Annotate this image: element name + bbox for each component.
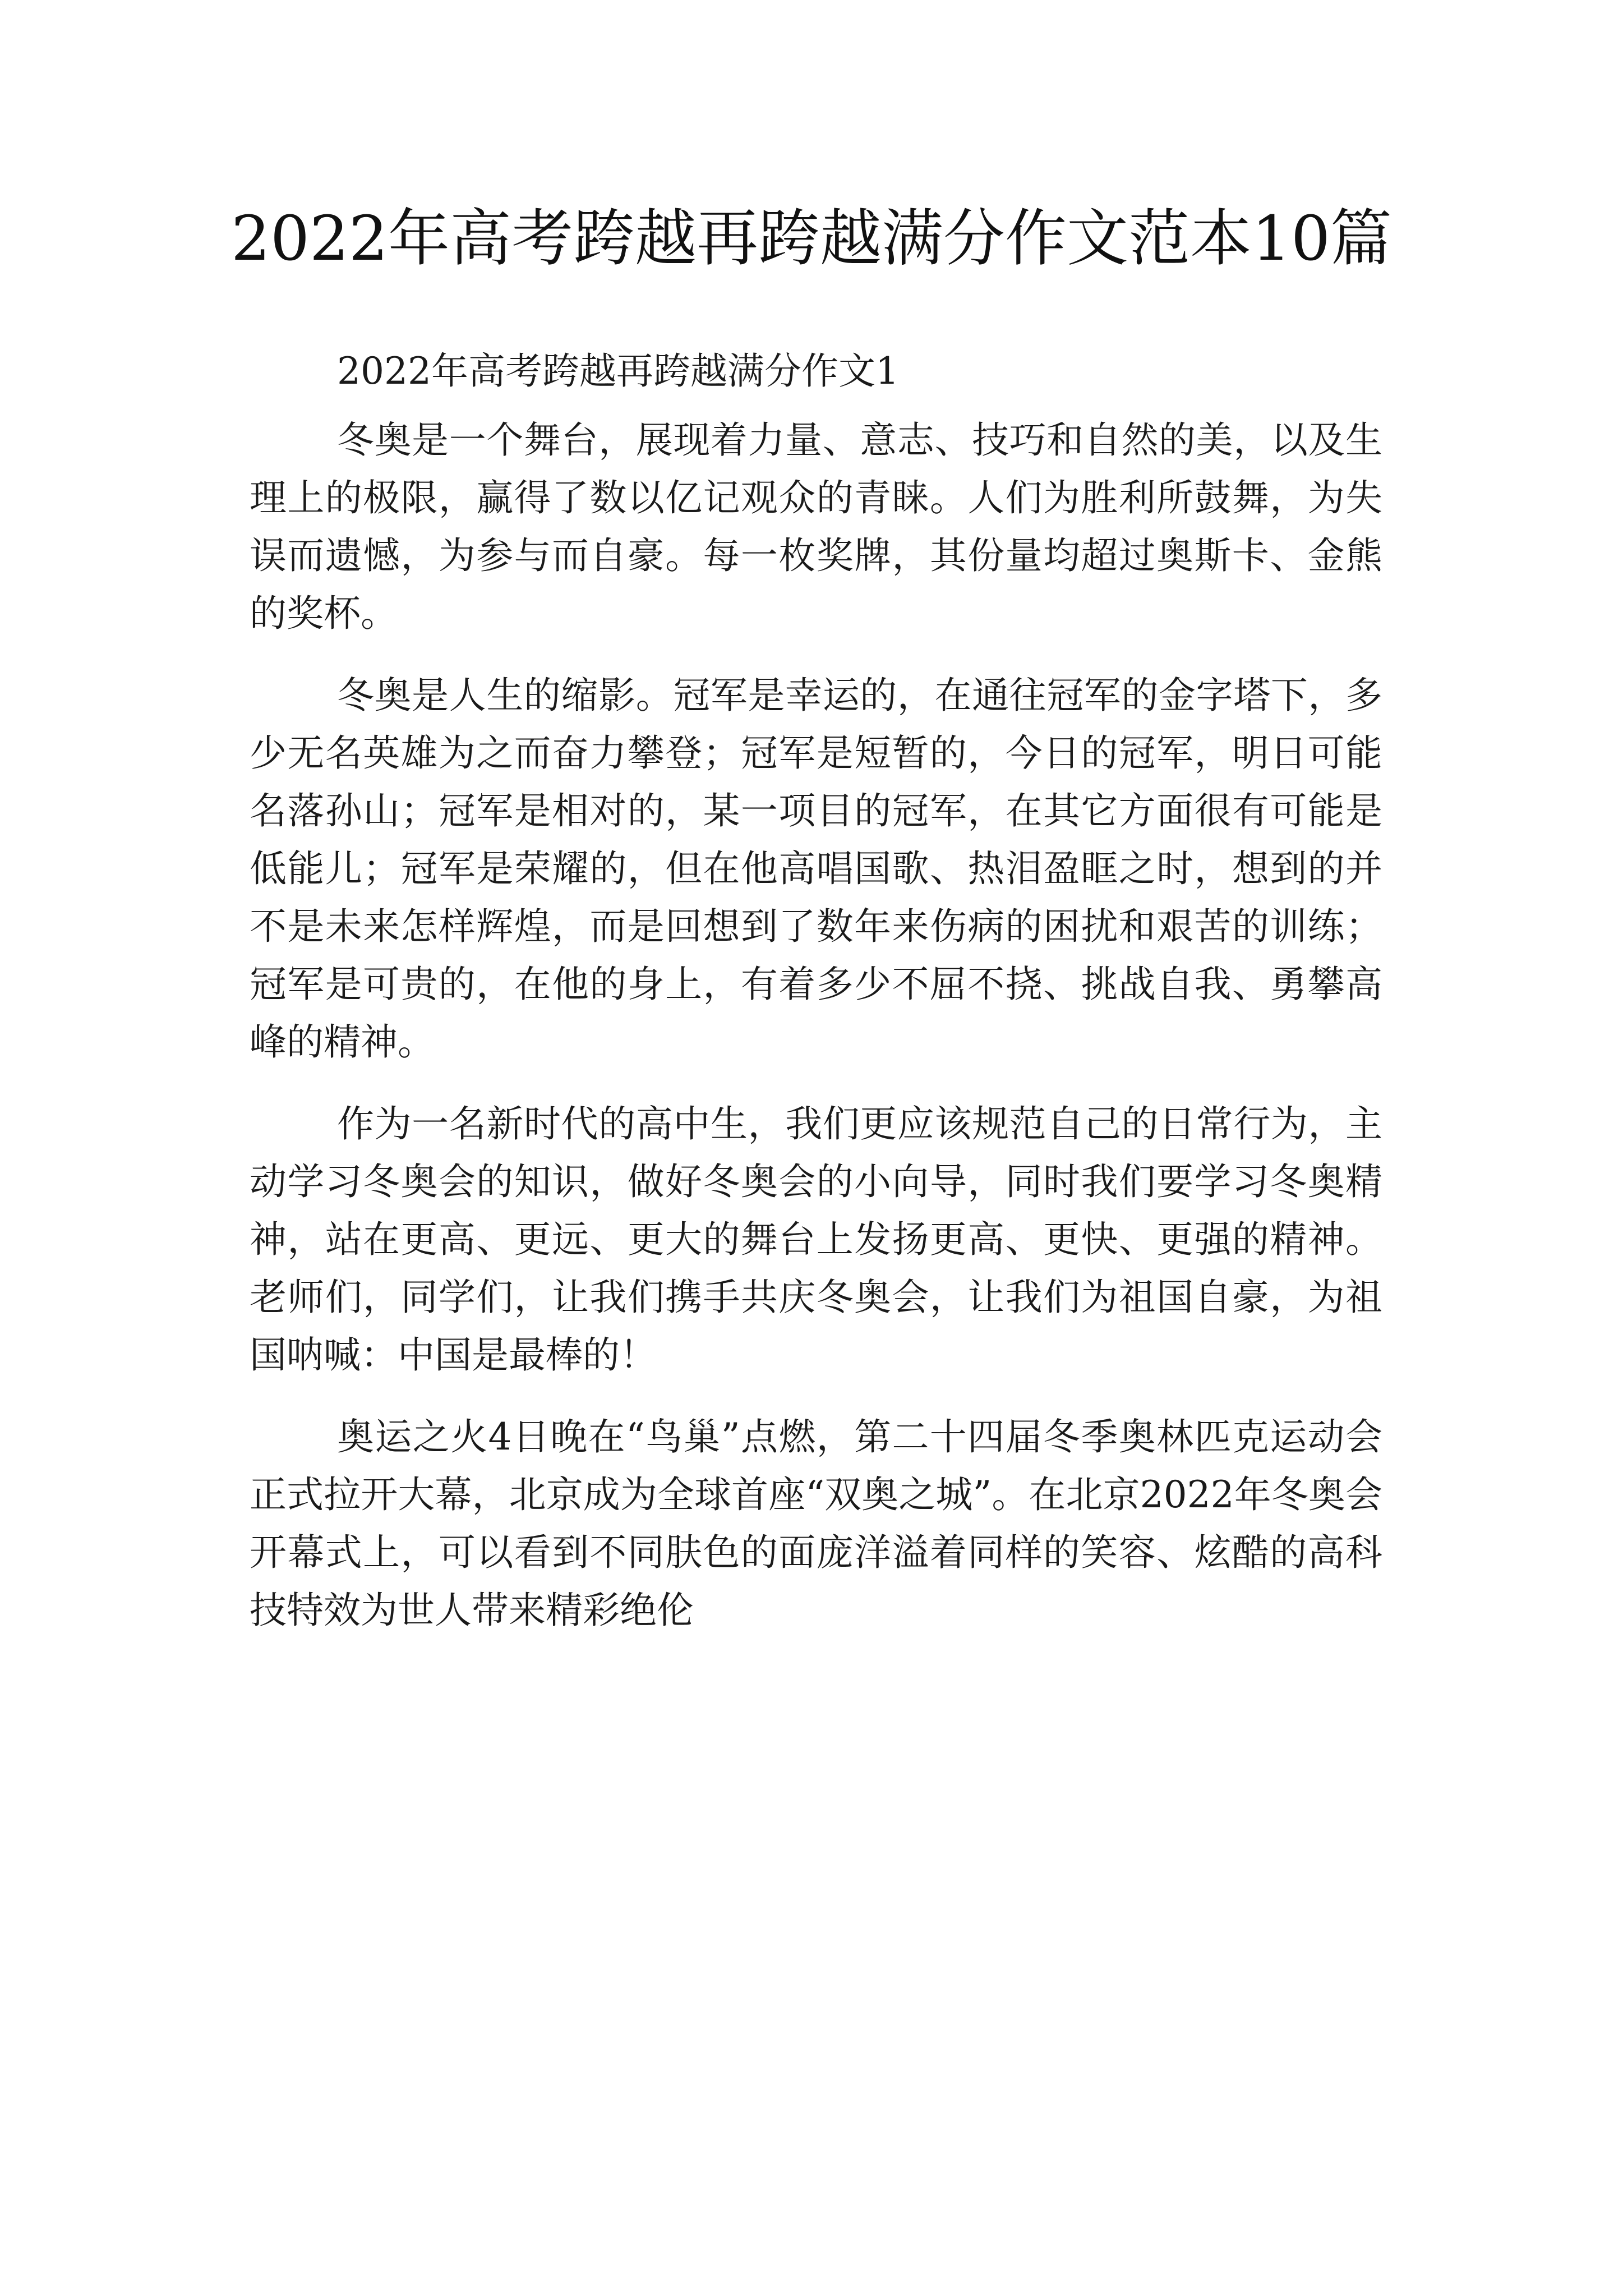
document-title: 2022年高考跨越再跨越满分作文范本10篇: [231, 203, 1392, 274]
paragraph-2: 冬奥是人生的缩影。冠军是幸运的，在通往冠军的金字塔下，多少无名英雄为之而奋力攀登；冠军是短暂的，今日的冠军，明日可能名落孙山；冠军是相对的，某一项目的冠军，在其它方面很有可能是低能儿；冠军是荣耀的，但在他高唱国歌、热泪盈眶之时，想到的并不是未来怎样辉煌，而是回想到了数年来伤病的困扰和艰苦的训练；冠军是可贵的，在他的身上，有着多少不屈不挠、挑战自我、勇攀高峰的精神。: [250, 674, 1382, 1064]
document-body: [250, 342, 1382, 1663]
paragraph-4: 奥运之火4日晚在“鸟巢”点燃，第二十四届冬季奥林匹克运动会正式拉开大幕，北京成为全球首座“双奥之城”。在北京2022年冬奥会开幕式上，可以看到不同肤色的面庞洋溢着同样的笑容、炫酷的高科技特效为世人带来精彩绝伦: [250, 1415, 1382, 1632]
essay-heading: 2022年高考跨越再跨越满分作文1: [337, 349, 899, 393]
paragraph-3: 作为一名新时代的高中生，我们更应该规范自己的日常行为，主动学习冬奥会的知识，做好冬奥会的小向导，同时我们要学习冬奥精神，站在更高、更远、更大的舞台上发扬更高、更快、更强的精神。老师们，同学们，让我们携手共庆冬奥会，让我们为祖国自豪，为祖国呐喊：中国是最棒的！: [250, 1102, 1382, 1377]
paragraph-1: 冬奥是一个舞台，展现着力量、意志、技巧和自然的美，以及生理上的极限，赢得了数以亿记观众的青睐。人们为胜利所鼓舞，为失误而遗憾，为参与而自豪。每一枚奖牌，其份量均超过奥斯卡、金熊的奖杯。: [250, 418, 1382, 635]
